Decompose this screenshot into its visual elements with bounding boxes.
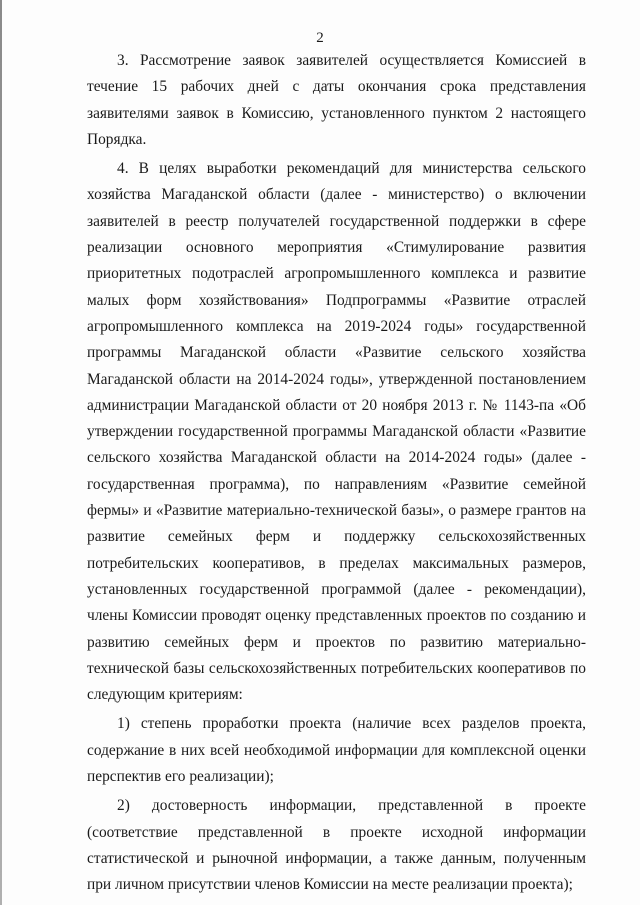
paragraph-4-evaluation: 4. В целях выработки рекомендаций для министерства сельского хозяйства Магаданской области (далее - министерство) о включении заявителей в реестр получателей государственной поддержки в сфере реализации основного мероприятия «Стимулирование развития приоритетных подотраслей агропромышленного комплекса и развитие малых форм хозяйствования» Подпрограммы «Развитие отраслей агропромышленного комплекса на 2019-2024 годы» государственной программы Магаданской области «Развитие сельского хозяйства Магаданской области на 2014-2024 годы», утвержденной постановлением администрации Магаданской области от 20 ноября 2013 г. № 1143-па «Об утверждении государственной программы Магаданской области «Развитие сельского хозяйства Магаданской области на 2014-2024 годы» (далее - государственная программа), по направлениям «Развитие семейной фермы» и «Развитие материально-технической базы», о размере грантов на развитие семейных ферм и поддержку сельскохозяйственных потребительских кооперативов, в пределах максимальных размеров, установленных государственной программой (далее - рекомендации), члены Комиссии проводят оценку представленных проектов по созданию и развитию семейных ферм и проектов по развитию материально-технической базы сельскохозяйственных потребительских кооперативов по следующим критериям: <box>87 160 586 704</box>
paragraph-3-review-period: 3. Рассмотрение заявок заявителей осуществляется Комиссией в течение 15 рабочих дней с даты окончания срока представления заявителями заявок в Комиссию, установленного пунктом 2 настоящего Порядка. <box>87 52 586 148</box>
scan-edge <box>0 0 2 905</box>
criterion-1-project-elaboration: 1) степень проработки проекта (наличие всех разделов проекта, содержание в них всей необходимой информации для комплексной оценки перспектив его реализации); <box>87 715 586 786</box>
criterion-2-information-reliability: 2) достоверность информации, представленной в проекте (соответствие представленной в проекте исходной информации статистической и рыночной информации, а также данным, полученным при личном присутствии членов Комиссии на месте реализации проекта); <box>87 797 586 894</box>
body-text <box>87 48 586 899</box>
page-number: 2 <box>316 30 324 46</box>
